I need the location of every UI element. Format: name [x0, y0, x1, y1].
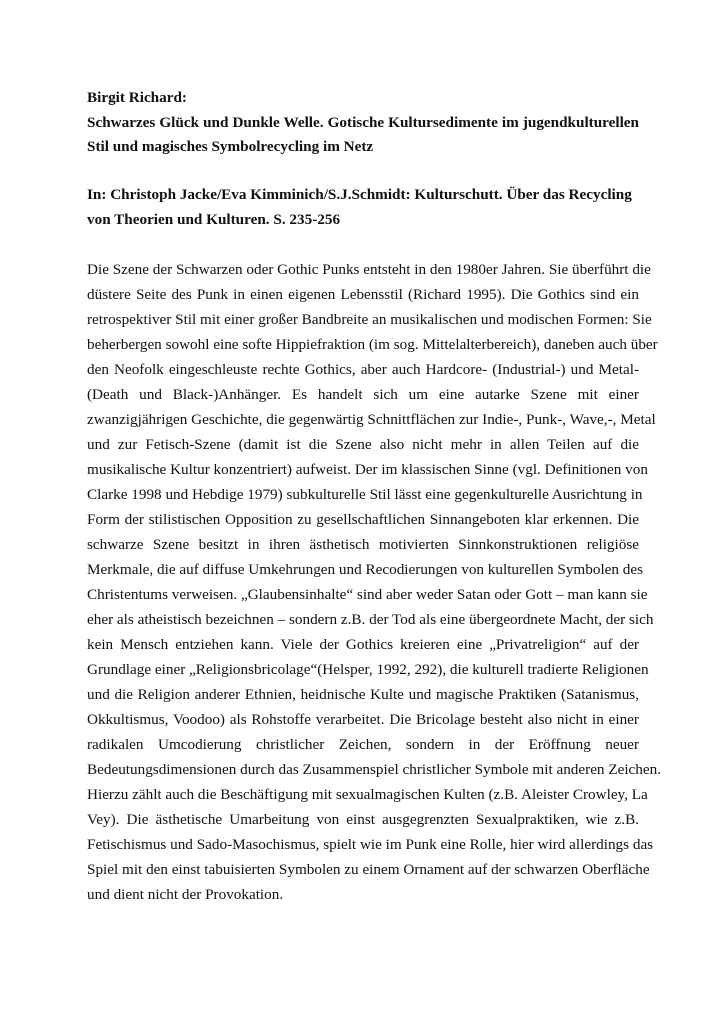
body-line: radikalen Umcodierung christlicher Zeichen, sondern in der Eröffnung neuer: [87, 736, 639, 753]
body-line: beherbergen sowohl eine softe Hippiefraktion (im sog. Mittelalterbereich), daneben auch über: [87, 336, 658, 353]
body-line: Vey). Die ästhetische Umarbeitung von einst ausgegrenzten Sexualpraktiken, wie z.B.: [87, 811, 639, 828]
body-line: Hierzu zählt auch die Beschäftigung mit sexualmagischen Kulten (z.B. Aleister Crowley, La: [87, 786, 648, 803]
article-title: Schwarzes Glück und Dunkle Welle. Gotische Kultursedimente im jugendkulturellen Stil und magisches Symbolrecycling im Netz: [87, 113, 639, 155]
body-line: Christentums verweisen. „Glaubensinhalte“ sind aber weder Satan oder Gott – man kann sie: [87, 586, 648, 603]
body-line: schwarze Szene besitzt in ihren ästhetisch motivierten Sinnkonstruktionen religiöse: [87, 536, 639, 553]
body-line: Grundlage einer „Religionsbricolage“(Helsper, 1992, 292), die kulturell tradierte Religionen: [87, 661, 649, 678]
body-line: düstere Seite des Punk in einen eigenen Lebensstil (Richard 1995). Die Gothics sind ein: [87, 286, 639, 303]
body-line: Okkultismus, Voodoo) als Rohstoffe verarbeitet. Die Bricolage besteht also nicht in einer: [87, 711, 639, 728]
body-line: Die Szene der Schwarzen oder Gothic Punks entsteht in den 1980er Jahren. Sie überführt die: [87, 261, 651, 278]
body-line: Bedeutungsdimensionen durch das Zusammenspiel christlicher Symbole mit anderen Zeichen.: [87, 761, 662, 778]
header-block: [87, 86, 639, 160]
body-line: (Death und Black-)Anhänger. Es handelt sich um eine autarke Szene mit einer: [87, 386, 639, 403]
source-citation: In: Christoph Jacke/Eva Kimminich/S.J.Schmidt: Kulturschutt. Über das Recycling von Theorien und Kulturen. S. 235-256: [87, 186, 632, 228]
body-paragraph: [87, 257, 662, 907]
body-line: und die Religion anderer Ethnien, heidnische Kulte und magische Praktiken (Satanismus,: [87, 686, 639, 703]
body-line: und zur Fetisch-Szene (damit ist die Szene also nicht mehr in allen Teilen auf die: [87, 436, 639, 453]
body-line: retrospektiver Stil mit einer großer Bandbreite an musikalischen und modischen Formen: Sie: [87, 311, 652, 328]
body-line: und dient nicht der Provokation.: [87, 886, 284, 903]
body-line: Form der stilistischen Opposition zu gesellschaftlichen Sinnangeboten klar erkennen. Die: [87, 511, 639, 528]
body-line: musikalische Kultur konzentriert) aufweist. Der im klassischen Sinne (vgl. Definitionen von: [87, 461, 648, 478]
body-line: eher als atheistisch bezeichnen – sondern z.B. der Tod als eine übergeordnete Macht, der sich: [87, 611, 654, 628]
body-line: Spiel mit den einst tabuisierten Symbolen zu einem Ornament auf der schwarzen Oberfläche: [87, 861, 650, 878]
author-name: Birgit Richard:: [87, 89, 187, 106]
body-line: kein Mensch entziehen kann. Viele der Gothics kreieren eine „Privatreligion“ auf der: [87, 636, 639, 653]
body-line: Clarke 1998 und Hebdige 1979) subkulturelle Stil lässt eine gegenkulturelle Ausrichtung in: [87, 486, 643, 503]
body-line: Fetischismus und Sado-Masochismus, spielt wie im Punk eine Rolle, hier wird allerdings das: [87, 836, 654, 853]
body-line: Merkmale, die auf diffuse Umkehrungen und Recodierungen von kulturellen Symbolen des: [87, 561, 644, 578]
body-line: den Neofolk eingeschleuste rechte Gothics, aber auch Hardcore- (Industrial-) und Metal-: [87, 361, 639, 378]
body-line: zwanzigjährigen Geschichte, die gegenwärtig Schnittflächen zur Indie-, Punk-, Wave,-, Metal: [87, 411, 656, 428]
